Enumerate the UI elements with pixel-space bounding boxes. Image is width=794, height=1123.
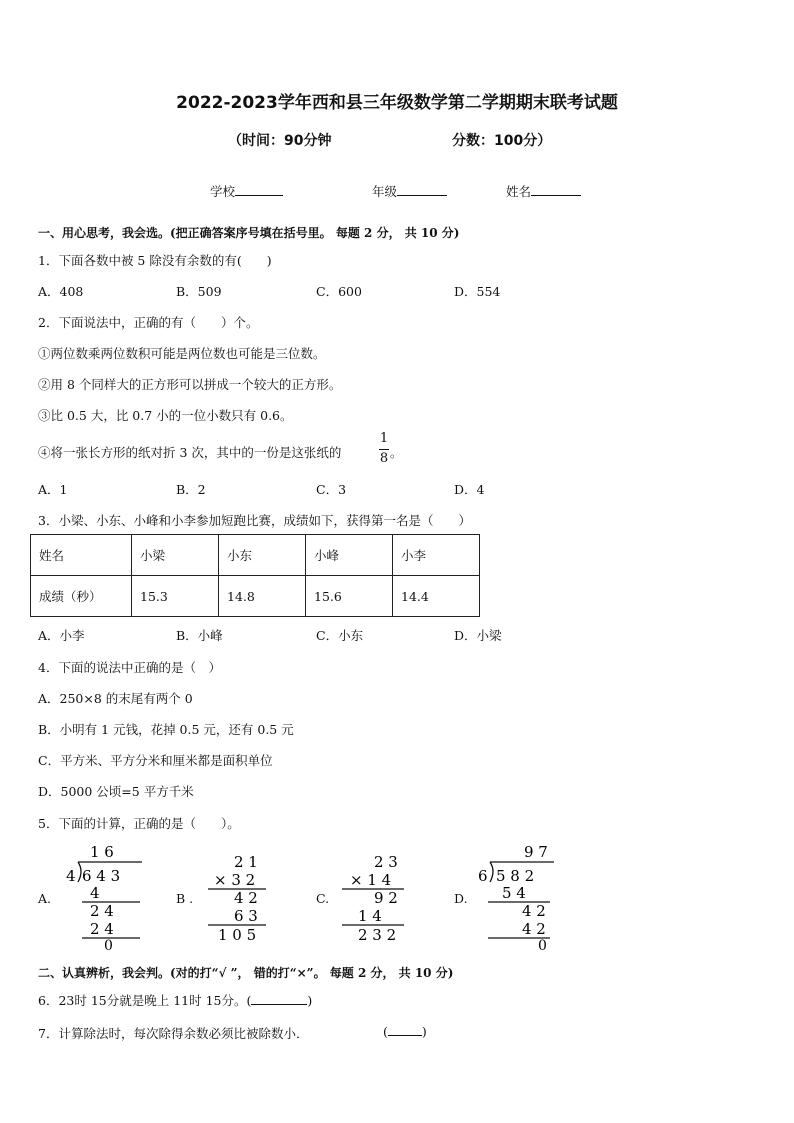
- q5-option-a-label[interactable]: A.: [38, 891, 52, 906]
- calc-b-multiplication: [198, 852, 278, 944]
- q2-statement-1: ①两位数乘两位数积可能是两位数也可能是三位数。: [38, 346, 326, 361]
- q2-option-b[interactable]: B．2: [176, 482, 206, 497]
- table-header-cell: 小梁: [132, 535, 219, 576]
- exam-time: （时间：90分钟: [228, 133, 332, 149]
- table-header-cell: 姓名: [31, 535, 132, 576]
- q3-option-a[interactable]: A．小李: [38, 628, 85, 643]
- q2-statement-4: ④将一张长方形的纸对折 3 次，其中的一份是这张纸的: [38, 445, 342, 460]
- q4-option-b[interactable]: B．小明有 1 元钱，花掉 0.5 元，还有 0.5 元: [38, 722, 294, 737]
- table-header-cell: 小东: [219, 535, 306, 576]
- school-label: 学校: [210, 184, 236, 199]
- table-cell: 14.4: [393, 576, 480, 617]
- q1-option-b[interactable]: B．509: [176, 284, 222, 299]
- calc-a-divisor: 4: [66, 867, 76, 885]
- calc-d-dividend: 5 8 2: [496, 867, 535, 885]
- q2-text: 2．下面说法中，正确的有（ ）个。: [38, 315, 259, 330]
- grade-blank[interactable]: [397, 195, 447, 196]
- q1-text: 1．下面各数中被 5 除没有余数的有( ): [38, 253, 272, 268]
- calc-d-remainder: 0: [538, 938, 547, 952]
- calc-d-step-3: 4 2: [522, 920, 546, 938]
- q3-option-b[interactable]: B．小峰: [176, 628, 223, 643]
- calc-c-top: 2 3: [374, 853, 398, 871]
- q3-option-d[interactable]: D．小梁: [454, 628, 502, 643]
- fraction-bar: [379, 449, 389, 450]
- q6-statement: 6．23时 15分就是晚上 11时 15分。(: [38, 993, 252, 1008]
- calc-a-dividend: 6 4 3: [82, 867, 121, 885]
- table-row: [31, 576, 480, 617]
- table-row: [31, 535, 480, 576]
- section-one-heading: 一、用心思考，我会选。(把正确答案序号填在括号里。 每题 2 分， 共 10 分): [38, 226, 460, 240]
- calc-a-step-3: 2 4: [90, 920, 114, 938]
- q6-text: [38, 991, 312, 1009]
- name-blank[interactable]: [531, 195, 581, 196]
- calc-d-divisor: 6: [478, 867, 488, 885]
- q7-paren-open: (: [383, 1024, 388, 1039]
- calc-d-step-2: 4 2: [522, 902, 546, 920]
- table-cell: 15.3: [132, 576, 219, 617]
- q7-paren-close: ): [421, 1024, 427, 1039]
- q5-option-d-label[interactable]: D.: [454, 891, 468, 906]
- q6-paren-close: ): [307, 993, 313, 1008]
- school-field: [210, 182, 283, 200]
- school-blank[interactable]: [235, 195, 283, 196]
- calc-b-multiplier: × 3 2: [214, 871, 256, 889]
- table-header-cell: 小李: [393, 535, 480, 576]
- q1-option-d[interactable]: D．554: [454, 284, 501, 299]
- table-cell: 14.8: [219, 576, 306, 617]
- q5-option-b-label[interactable]: B .: [176, 891, 194, 906]
- q2-statement-3: ③比 0.5 大，比 0.7 小的一位小数只有 0.6。: [38, 408, 293, 423]
- exam-score: 分数：100分）: [452, 133, 552, 149]
- q4-text: 4．下面的说法中正确的是（ ）: [38, 660, 221, 675]
- fraction-denominator: 8: [379, 451, 389, 466]
- q2-statement-4-end: 。: [390, 445, 403, 460]
- q3-text: 3．小梁、小东、小峰和小李参加短跑比赛，成绩如下，获得第一名是（ ）: [38, 513, 471, 528]
- calc-c-result: 2 3 2: [358, 926, 397, 944]
- q3-option-c[interactable]: C．小东: [316, 628, 364, 643]
- q1-option-c[interactable]: C．600: [316, 284, 362, 299]
- calc-d-long-division: [474, 840, 564, 952]
- table-cell: 15.6: [306, 576, 393, 617]
- q2-option-c[interactable]: C．3: [316, 482, 347, 497]
- q2-option-a[interactable]: A．1: [38, 482, 68, 497]
- q4-option-a[interactable]: A．250×8 的末尾有两个 0: [38, 691, 193, 706]
- grade-label: 年级: [372, 184, 398, 199]
- q6-answer-blank[interactable]: [251, 1004, 307, 1005]
- q2-option-d[interactable]: D．4: [454, 482, 485, 497]
- calc-d-quotient: 9 7: [524, 843, 548, 861]
- calc-c-partial-1: 9 2: [374, 889, 398, 907]
- calc-a-remainder: 0: [104, 938, 113, 952]
- calc-a-step-1: 4: [90, 884, 100, 902]
- q5-option-c-label[interactable]: C.: [316, 891, 330, 906]
- calc-b-partial-1: 4 2: [234, 889, 258, 907]
- grade-field: [372, 182, 447, 200]
- calc-d-step-1: 5 4: [502, 884, 526, 902]
- table-cell: 成绩（秒）: [31, 576, 132, 617]
- calc-a-step-2: 2 4: [90, 902, 114, 920]
- results-table: [30, 534, 480, 617]
- q5-text: 5．下面的计算，正确的是（ ）。: [38, 816, 240, 831]
- q2-statement-2: ②用 8 个同样大的正方形可以拼成一个较大的正方形。: [38, 377, 342, 392]
- q7-answer-blank[interactable]: [388, 1035, 422, 1036]
- q1-option-a[interactable]: A．408: [38, 284, 84, 299]
- q4-option-c[interactable]: C．平方米、平方分米和厘米都是面积单位: [38, 753, 273, 768]
- calc-b-partial-2: 6 3: [234, 907, 258, 925]
- q7-text: 7．计算除法时，每次除得余数必须比被除数小．: [38, 1026, 309, 1041]
- calc-c-multiplier: × 1 4: [350, 871, 392, 889]
- name-label: 姓名: [506, 184, 532, 199]
- table-header-cell: 小峰: [306, 535, 393, 576]
- calc-a-long-division: [60, 840, 150, 952]
- calc-b-result: 1 0 5: [218, 926, 257, 944]
- calc-b-top: 2 1: [234, 853, 258, 871]
- fraction-numerator: 1: [379, 431, 389, 446]
- q7-answer: [383, 1024, 427, 1039]
- page-title: 2022-2023学年西和县三年级数学第二学期期末联考试题: [176, 93, 618, 113]
- calc-c-partial-2: 1 4: [358, 907, 382, 925]
- name-field: [506, 182, 581, 200]
- calc-c-multiplication: [338, 852, 418, 944]
- calc-a-quotient: 1 6: [90, 843, 114, 861]
- section-two-heading: 二、认真辨析，我会判。(对的打“√ ”， 错的打“×”。 每题 2 分， 共 10 分): [38, 966, 454, 980]
- q4-option-d[interactable]: D．5000 公顷=5 平方千米: [38, 784, 194, 799]
